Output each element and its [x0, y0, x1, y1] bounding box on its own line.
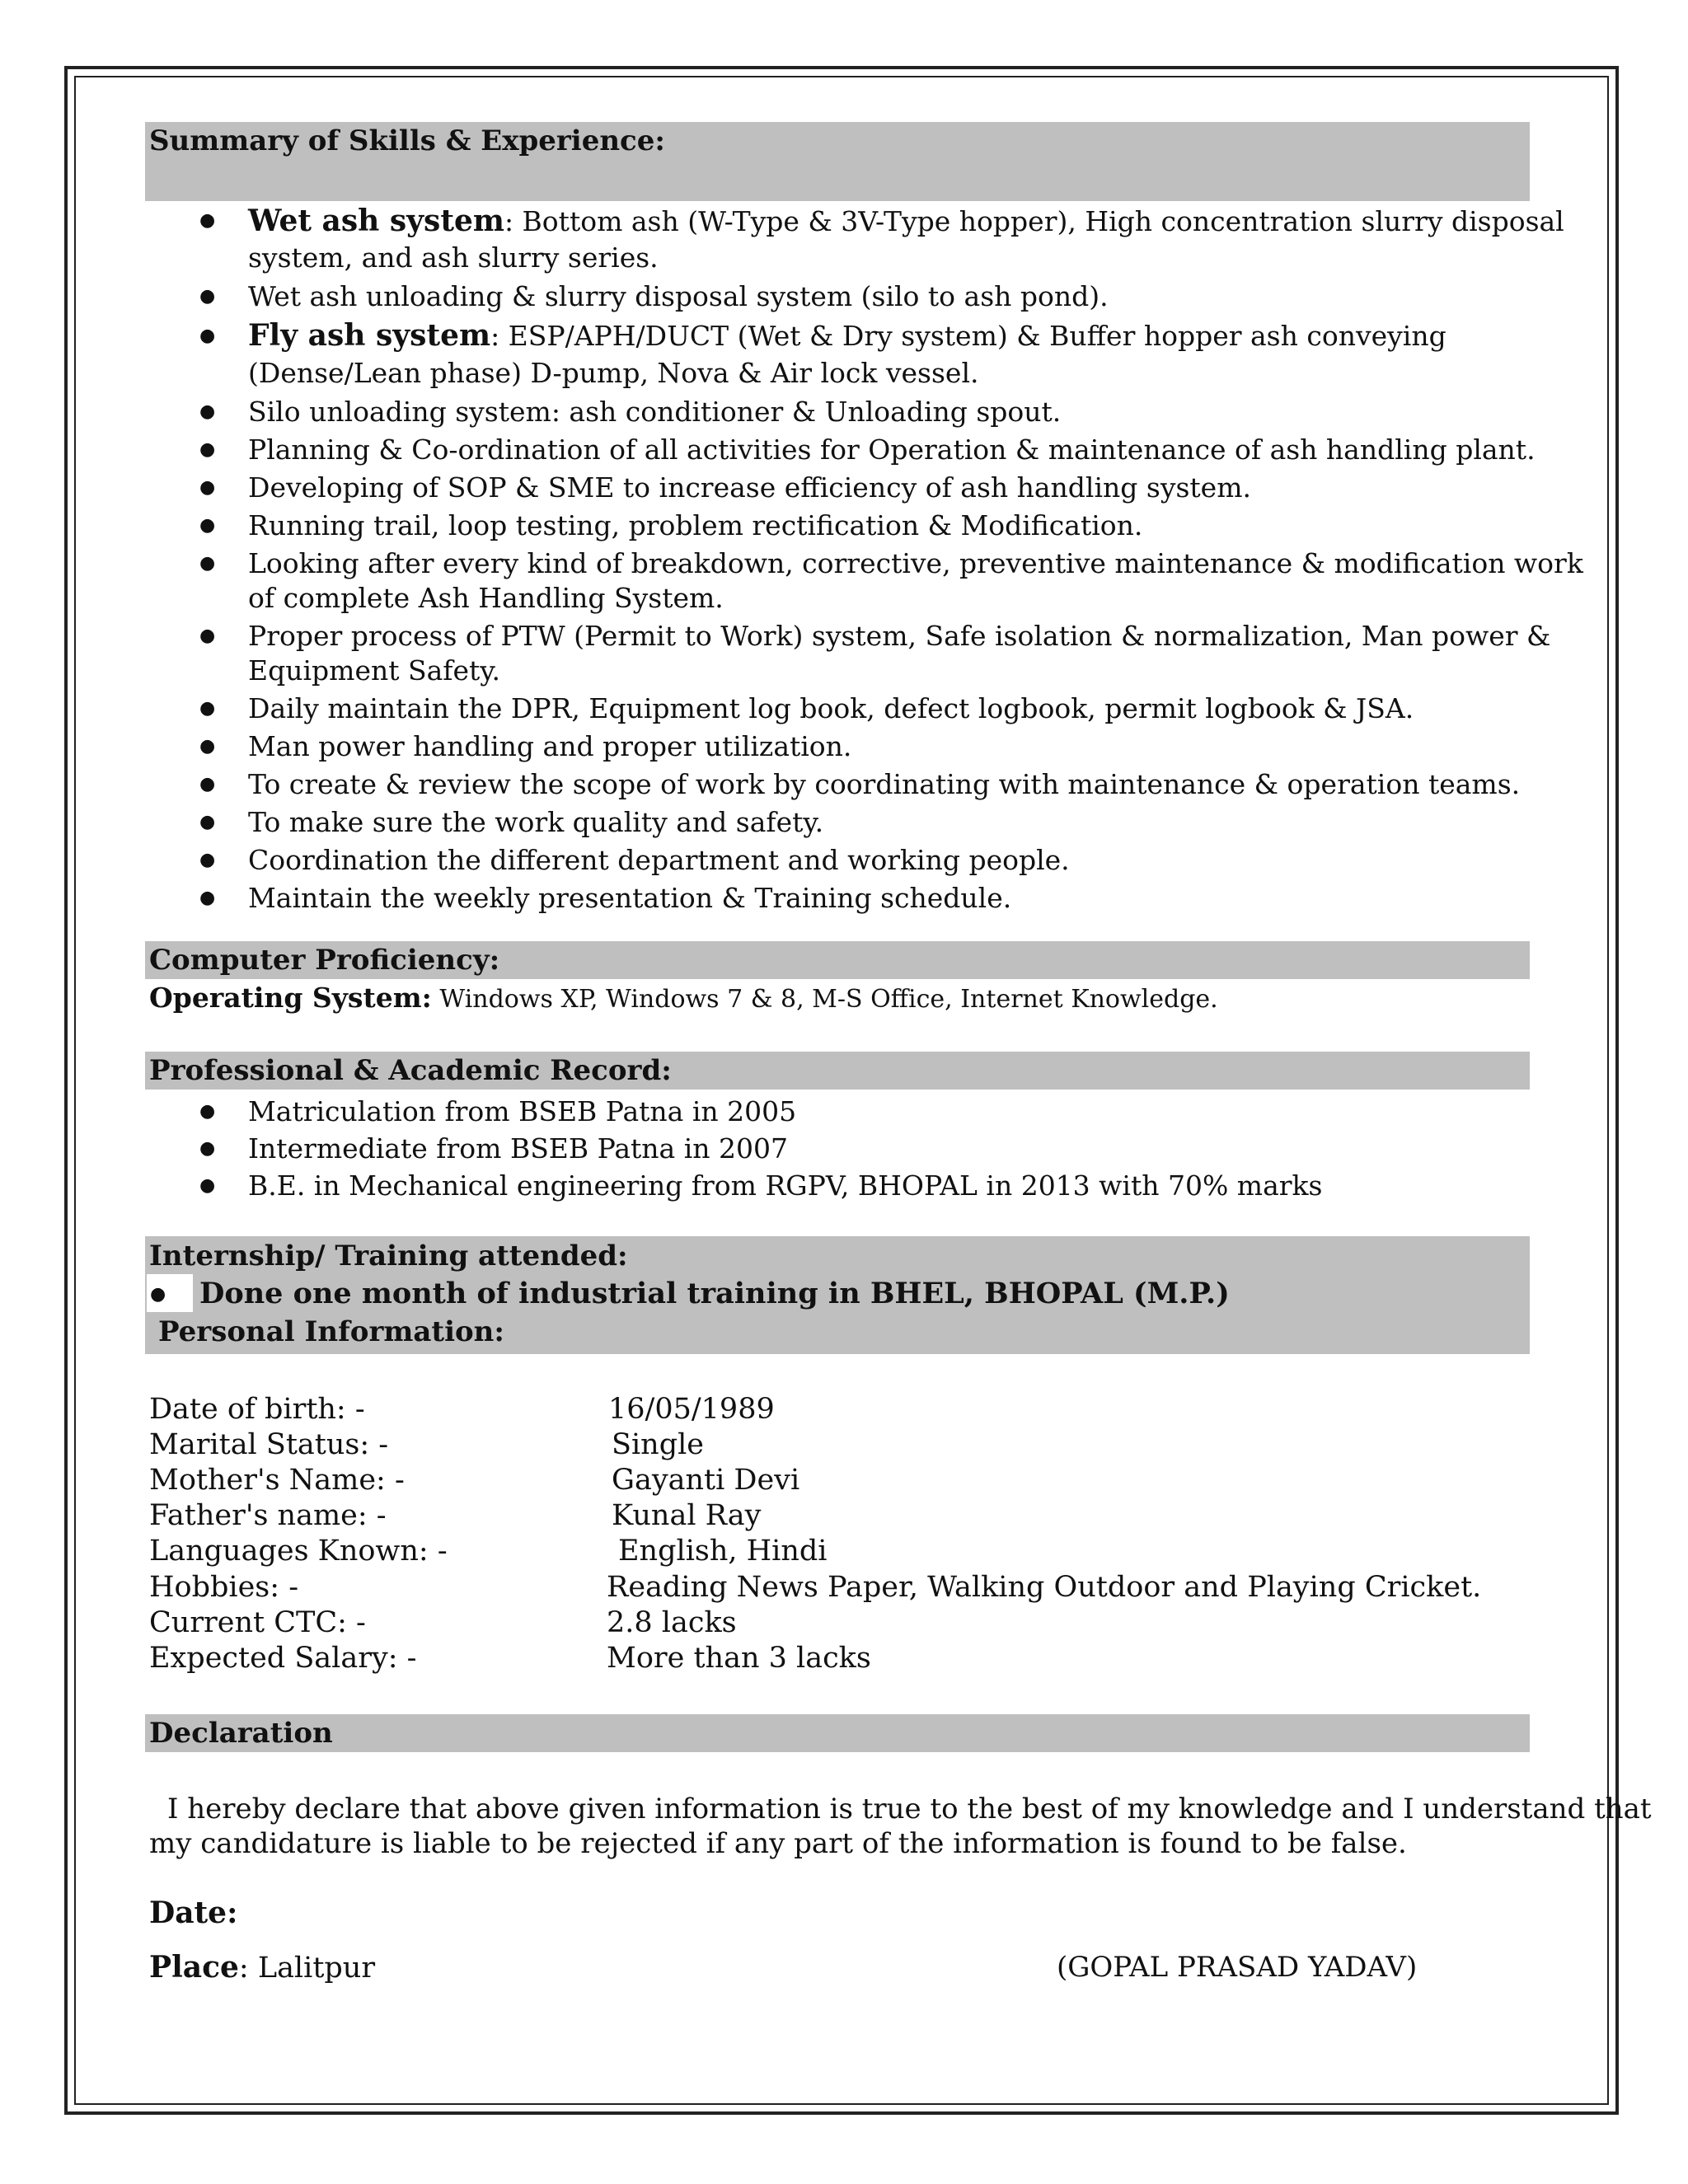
list-item — [145, 619, 1551, 688]
skill-text-continued: (Dense/Lean phase) D-pump, Nova & Air lock vessel. — [248, 357, 979, 389]
personal-value: Single — [612, 1428, 705, 1461]
list-item — [145, 805, 1530, 840]
personal-value: Gayanti Devi — [612, 1464, 800, 1497]
skills-list — [145, 203, 1583, 919]
list-item — [145, 1093, 1530, 1130]
skill-text-continued: of complete Ash Handling System. — [248, 582, 724, 614]
bullet-icon: ● — [150, 1283, 166, 1305]
list-item — [145, 1167, 1530, 1204]
personal-value: 16/05/1989 — [608, 1393, 775, 1426]
skill-strong-label: Wet ash system — [248, 204, 504, 238]
skill-text: To create & review the scope of work by coordinating with maintenance & operation teams. — [248, 768, 1521, 800]
declaration-header-bar — [145, 1714, 1530, 1752]
skill-text: To make sure the work quality and safety. — [248, 806, 824, 838]
list-item — [145, 471, 1530, 505]
internship-item-line — [150, 1276, 1230, 1312]
personal-label: Languages Known: - — [149, 1535, 448, 1568]
list-item — [145, 317, 1530, 391]
place-line — [149, 1950, 375, 1985]
list-item — [145, 1130, 1530, 1167]
skill-text: Developing of SOP & SME to increase efficiency of ash handling system. — [248, 471, 1251, 504]
operating-system-value: Windows XP, Windows 7 & 8, M-S Office, Internet Knowledge. — [431, 985, 1218, 1014]
list-item — [145, 279, 1530, 314]
skill-text: : ESP/APH/DUCT (Wet & Dry system) & Buffer hopper ash conveying — [490, 320, 1447, 352]
date-label: Date: — [149, 1896, 238, 1930]
declaration-text-line1: I hereby declare that above given information is true to the best of my knowledge and I understand that — [167, 1793, 1652, 1825]
operating-system-label: Operating System: — [149, 982, 432, 1014]
skill-text: Planning & Co-ordination of all activities for Operation & maintenance of ash handling plant. — [248, 434, 1536, 466]
signature-name: (GOPAL PRASAD YADAV) — [1057, 1951, 1418, 1984]
skill-text: Silo unloading system: ash conditioner & Unloading spout. — [248, 396, 1062, 428]
list-item — [145, 691, 1530, 726]
internship-title: Internship/ Training attended: — [149, 1240, 628, 1272]
skill-text: Wet ash unloading & slurry disposal system (silo to ash pond). — [248, 280, 1109, 312]
list-item — [145, 509, 1530, 543]
personal-label: Date of birth: - — [149, 1393, 365, 1426]
skill-text: Proper process of PTW (Permit to Work) system, Safe isolation & normalization, Man power & — [248, 620, 1551, 652]
list-item — [145, 881, 1530, 916]
personal-label: Hobbies: - — [149, 1571, 299, 1604]
personal-label: Current CTC: - — [149, 1606, 366, 1639]
academic-title: Professional & Academic Record: — [149, 1054, 672, 1087]
academic-item: Intermediate from BSEB Patna in 2007 — [248, 1132, 788, 1165]
skill-text: Looking after every kind of breakdown, corrective, preventive maintenance & modification work — [248, 547, 1583, 579]
personal-value: Reading News Paper, Walking Outdoor and Playing Cricket. — [607, 1571, 1482, 1604]
academic-item: B.E. in Mechanical engineering from RGPV, BHOPAL in 2013 with 70% marks — [248, 1169, 1323, 1202]
computer-title: Computer Proficiency: — [149, 944, 500, 977]
place-label: Place — [149, 1950, 239, 1985]
academic-list — [145, 1093, 1530, 1204]
operating-system-line — [149, 981, 1218, 1017]
declaration-title: Declaration — [149, 1717, 333, 1750]
skill-text: Coordination the different department and working people. — [248, 844, 1070, 876]
personal-label: Expected Salary: - — [149, 1642, 417, 1675]
personal-value: 2.8 lacks — [607, 1606, 737, 1639]
skill-text-continued: Equipment Safety. — [248, 654, 501, 687]
personal-label: Father's name: - — [149, 1499, 387, 1532]
personal-title: Personal Information: — [158, 1315, 504, 1348]
skill-text-continued: system, and ash slurry series. — [248, 241, 659, 274]
skill-strong-label: Fly ash system — [248, 318, 491, 353]
list-item — [145, 546, 1583, 616]
list-item — [145, 843, 1530, 878]
list-item — [145, 203, 1564, 276]
personal-label: Marital Status: - — [149, 1428, 389, 1461]
personal-value: Kunal Ray — [612, 1499, 762, 1532]
skills-title: Summary of Skills & Experience: — [149, 124, 665, 157]
personal-value: More than 3 lacks — [607, 1642, 871, 1675]
declaration-text-line2: my candidature is liable to be rejected if any part of the information is found to be false. — [149, 1827, 1407, 1860]
personal-label: Mother's Name: - — [149, 1464, 405, 1497]
skill-text: Running trail, loop testing, problem rectification & Modification. — [248, 509, 1143, 541]
skill-text: Maintain the weekly presentation & Training schedule. — [248, 882, 1012, 914]
academic-item: Matriculation from BSEB Patna in 2005 — [248, 1095, 797, 1127]
place-value: : Lalitpur — [238, 1952, 376, 1985]
internship-item: Done one month of industrial training in BHEL, BHOPAL (M.P.) — [199, 1277, 1230, 1310]
skill-text: Daily maintain the DPR, Equipment log book, defect logbook, permit logbook & JSA. — [248, 692, 1414, 724]
skill-text: Man power handling and proper utilization. — [248, 730, 852, 762]
list-item — [145, 767, 1530, 802]
skill-text: : Bottom ash (W-Type & 3V-Type hopper), High concentration slurry disposal — [504, 205, 1564, 237]
personal-value: English, Hindi — [618, 1535, 828, 1568]
list-item — [145, 395, 1530, 429]
list-item — [145, 729, 1530, 764]
list-item — [145, 433, 1536, 467]
